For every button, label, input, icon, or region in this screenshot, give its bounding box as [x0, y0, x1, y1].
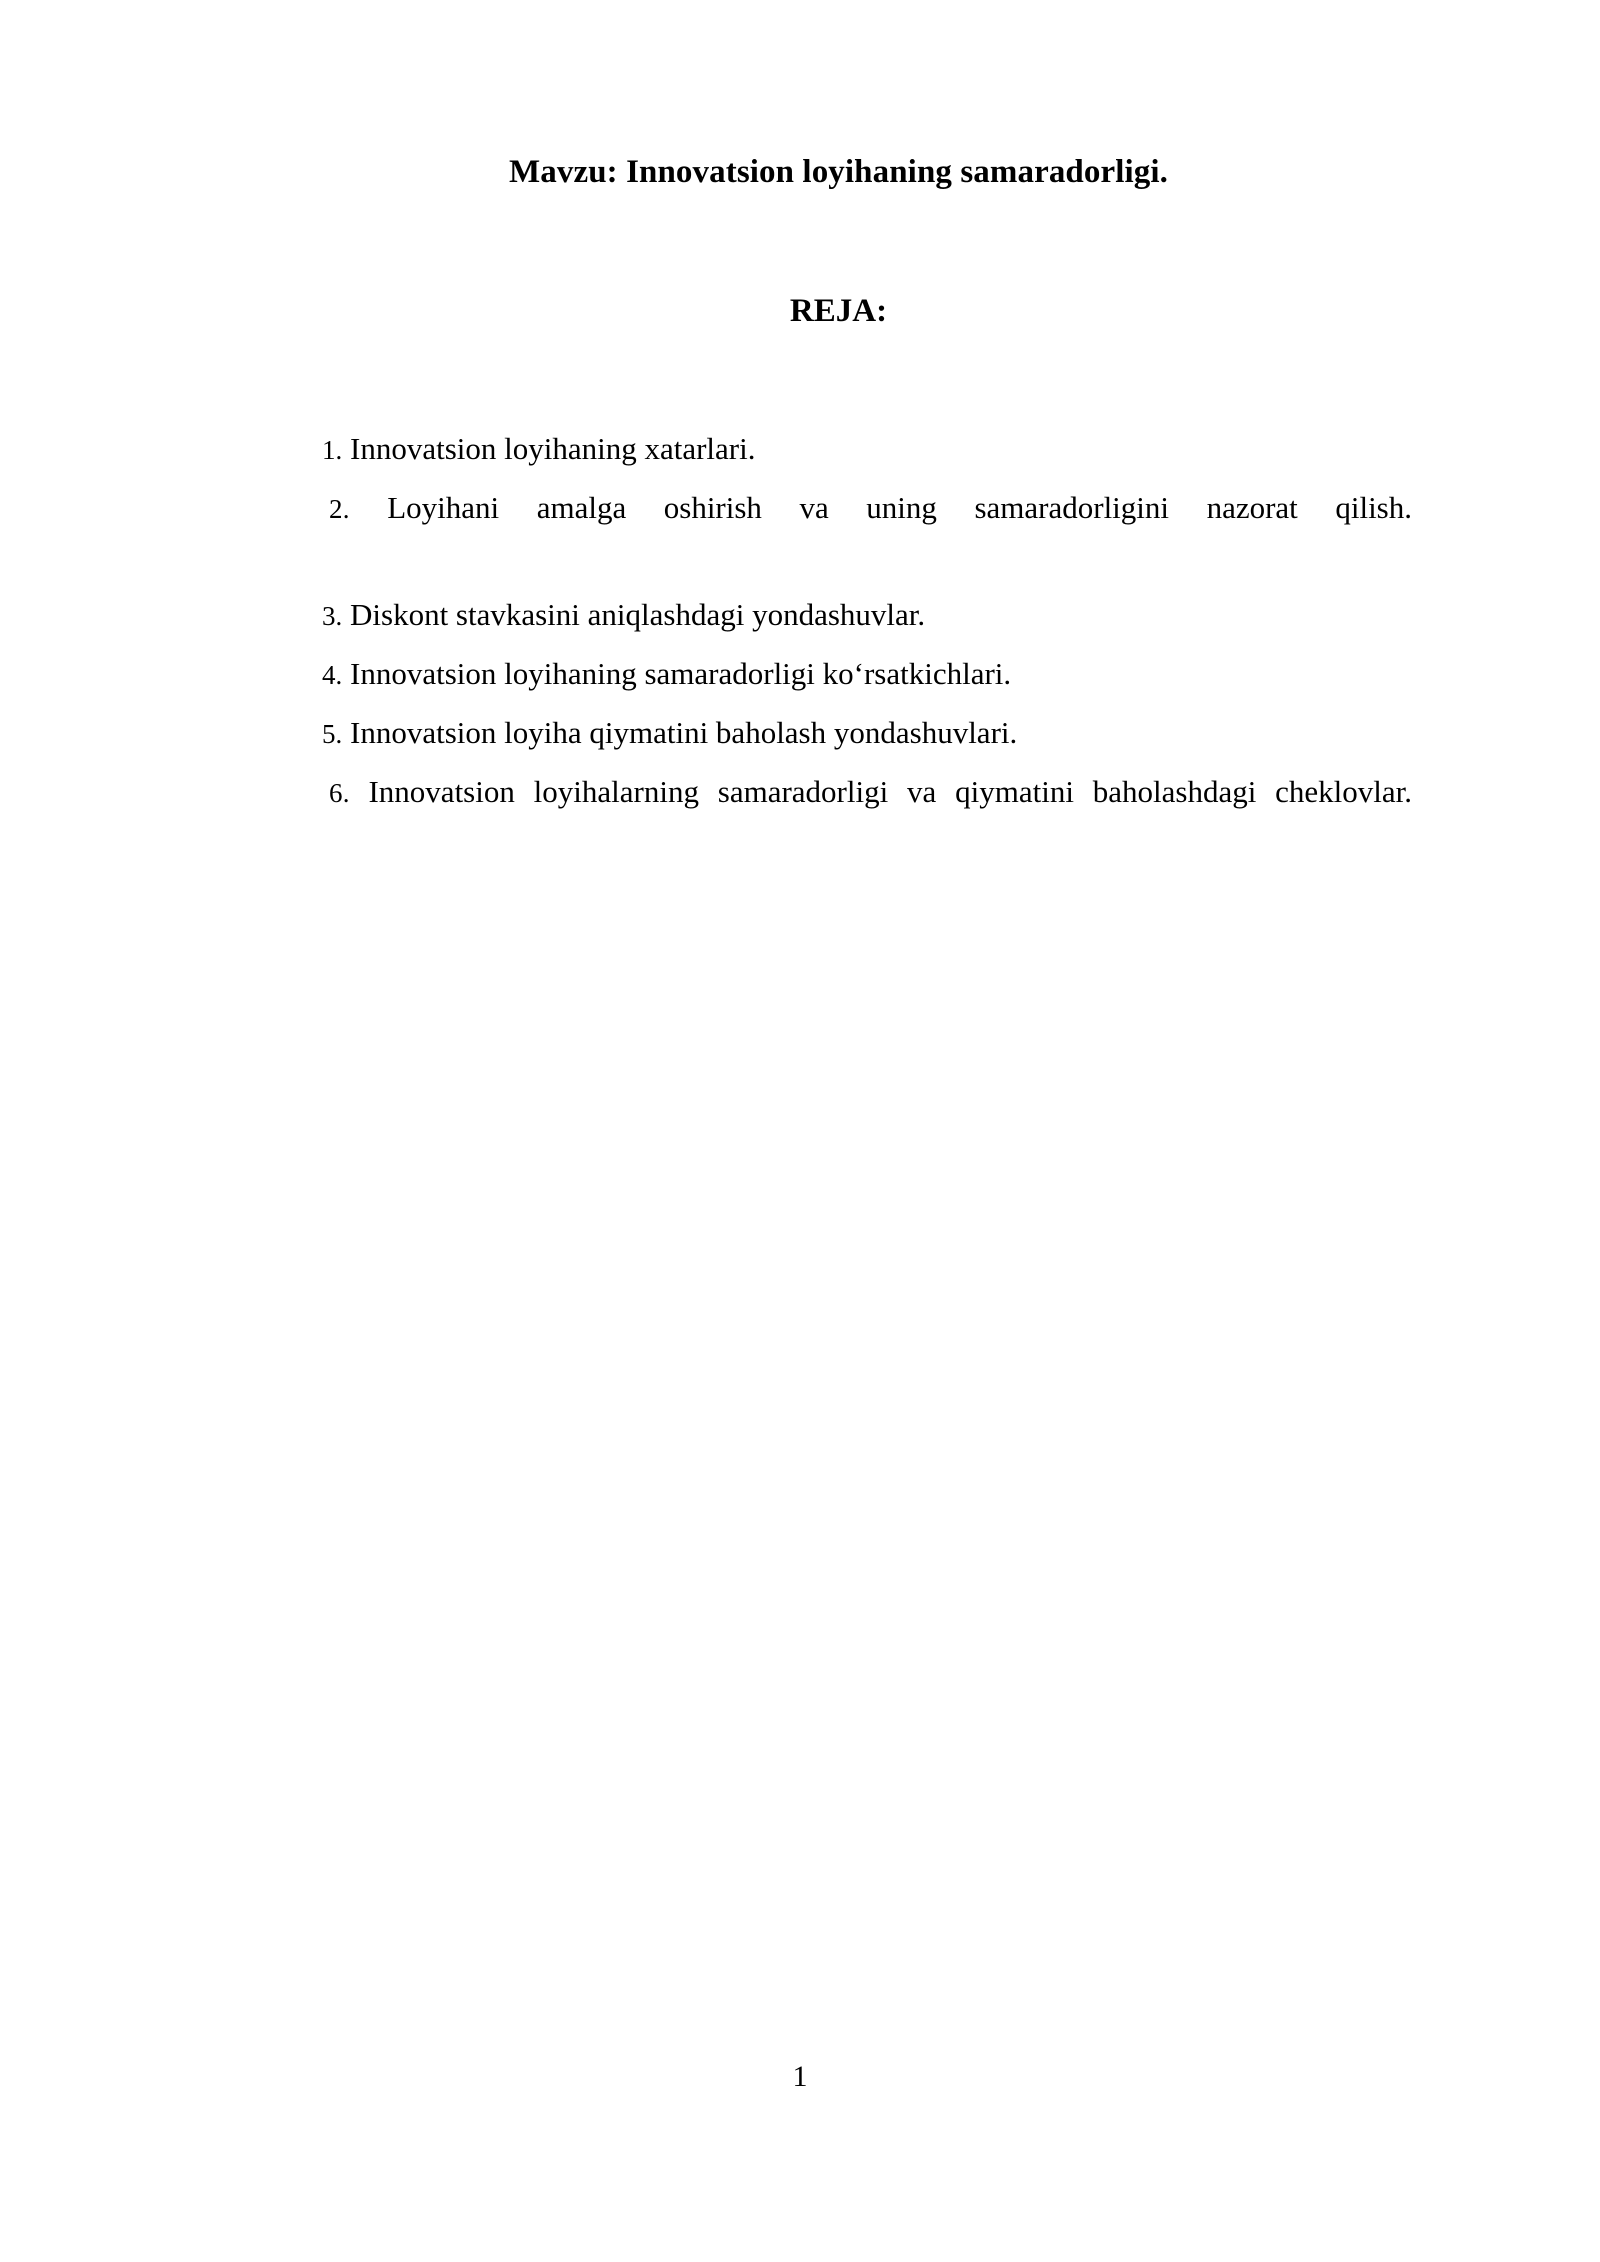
plan-list-item — [265, 425, 1412, 473]
plan-list-item — [265, 484, 1412, 580]
plan-list-item — [265, 591, 1412, 639]
plan-item-text: Loyihani amalga oshirish va uning samaradorligini nazorat qilish. — [387, 490, 1412, 526]
plan-item-number: 3. — [322, 601, 343, 632]
plan-item-text: Diskont stavkasini aniqlashdagi yondashuvlar. — [350, 597, 926, 633]
plan-item-number: 6. — [329, 778, 350, 809]
plan-list — [265, 425, 1412, 875]
plan-item-text: Innovatsion loyihaning xatarlari. — [350, 431, 756, 466]
plan-item-number: 1. — [322, 435, 343, 465]
plan-item-number: 5. — [322, 719, 343, 750]
plan-item-number: 2. — [329, 494, 350, 525]
plan-item-text: Innovatsion loyiha qiymatini baholash yondashuvlari. — [350, 715, 1018, 751]
plan-item-number: 4. — [322, 660, 343, 691]
plan-list-item — [265, 709, 1412, 757]
page-number: 1 — [792, 2060, 808, 2093]
plan-item-text: Innovatsion loyihaning samaradorligi koʻrsatkichlari. — [350, 656, 1012, 692]
plan-list-item — [265, 650, 1412, 698]
section-heading-reja: REJA: — [789, 293, 888, 329]
plan-list-item — [265, 768, 1412, 864]
plan-item-text: Innovatsion loyihalarning samaradorligi va qiymatini baholashdagi cheklovlar. — [368, 774, 1413, 810]
page-title: Mavzu: Innovatsion loyihaning samaradorligi. — [509, 154, 1168, 190]
